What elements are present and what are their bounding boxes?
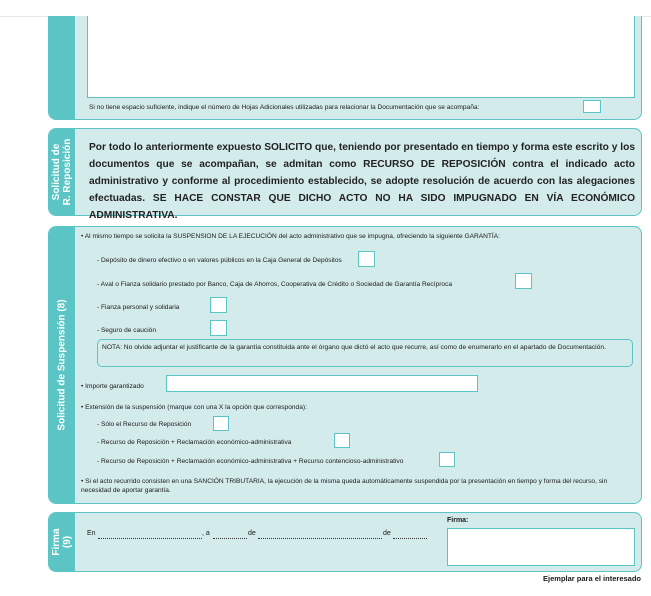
extension-option-contencioso-label: - Recurso de Reposición + Reclamación económico-administrativa + Recurso contencioso-administrativo: [97, 458, 404, 465]
extension-option-reposicion-label: - Sólo el Recurso de Reposición: [97, 421, 192, 428]
documentation-side-bar: [49, 16, 75, 119]
firma-de-label-1: de: [248, 530, 256, 537]
reposicion-section: [48, 128, 642, 221]
extension-option-reposicion-checkbox[interactable]: [213, 416, 229, 431]
reposicion-request-bold-line: SE HACE CONSTAR QUE DICHO ACTO NO HA SIDO IMPUGNADO EN VÍA ECONÓMICO ADMINISTRATIVA.: [89, 193, 635, 221]
reposicion-request-body: Por todo lo anteriormente expuesto SOLICITO que, teniendo por presentado en tiempo y forma este escrito y los documentos que se acompañan, se admitan como RECURSO DE REPOSICIÓN contra el indicado acto administrativo y conforme al procedimiento establecido, se adopte resolución de acuerdo con las alegaciones efectuadas.: [89, 142, 635, 204]
reposicion-side-label: Solicitud de R. Reposición: [51, 138, 73, 206]
documentation-section: [48, 16, 642, 120]
suspension-section: [48, 226, 642, 504]
firma-label: Firma:: [447, 517, 469, 524]
additional-sheets-note: Si no tiene espacio suficiente, indique el número de Hojas Adicionales utilizadas para relacionar la Documentación que se acompaña:: [89, 104, 480, 111]
firma-year-field[interactable]: [393, 537, 427, 539]
firma-section: [48, 512, 642, 572]
firma-comma-a-label: , a: [202, 530, 210, 537]
additional-sheets-count-field[interactable]: [583, 100, 601, 113]
reposicion-request-text: [89, 139, 635, 224]
extension-option-reclamacion-label: - Recurso de Reposición + Reclamación económico-administrativa: [97, 439, 292, 446]
guarantee-deposito-label: - Depósito de dinero efectivo o en valores públicos en la Caja General de Depósitos: [97, 257, 342, 264]
firma-month-field[interactable]: [258, 537, 382, 539]
firma-en-label: En: [87, 530, 96, 537]
footer-copy-note: Ejemplar para el interesado: [543, 574, 641, 583]
firma-day-field[interactable]: [213, 537, 247, 539]
importe-label: • Importe garantizado: [81, 383, 144, 390]
firma-place-field[interactable]: [98, 537, 202, 539]
extension-option-reclamacion-checkbox[interactable]: [334, 433, 350, 448]
guarantee-seguro-checkbox[interactable]: [210, 320, 227, 336]
guarantee-aval-checkbox[interactable]: [515, 273, 532, 289]
suspension-intro: • Al mismo tiempo se solicita la SUSPENSION DE LA EJECUCIÓN del acto administrativo que se impugna, ofreciendo la siguiente GARANTÍA:: [81, 233, 500, 240]
firma-side-label: Firma (9): [51, 528, 73, 556]
guarantee-seguro-label: - Seguro de caución: [97, 327, 157, 334]
firma-de-label-2: de: [383, 530, 391, 537]
guarantee-deposito-checkbox[interactable]: [358, 251, 375, 267]
signature-box[interactable]: [447, 528, 635, 566]
extension-label: • Extensión de la suspensión (marque con una X la opción que corresponda):: [81, 404, 307, 411]
importe-input[interactable]: [166, 375, 478, 392]
nota-text: NOTA: No olvide adjuntar el justificante de la garantía constituida ante el órgano que dictó el acto que recurre, así como de enumerarlo en el apartado de Documentación.: [102, 344, 606, 351]
guarantee-aval-label: - Aval o Fianza solidario prestado por Banco, Caja de Ahorros, Cooperativa de Crédito o Sociedad de Garantía Recíproca: [97, 281, 453, 288]
reposicion-side-bar: [49, 129, 75, 215]
suspension-side-label: Solicitud de Suspensión (8): [56, 299, 68, 431]
firma-side-bar: [49, 513, 75, 571]
sancion-note: • Si el acto recurrido consisten en una SANCIÓN TRIBUTARIA, la ejecución de la misma queda automáticamente suspendida por la presentación en tiempo y forma del recurso, sin necesidad de aportar garantía.: [81, 478, 608, 494]
guarantee-fianza-label: - Fianza personal y solidaria: [97, 304, 180, 311]
documentation-textarea[interactable]: [87, 16, 635, 98]
suspension-side-bar: [49, 227, 75, 503]
extension-option-contencioso-checkbox[interactable]: [439, 452, 455, 467]
nota-box: [97, 339, 633, 367]
guarantee-fianza-checkbox[interactable]: [210, 297, 227, 313]
